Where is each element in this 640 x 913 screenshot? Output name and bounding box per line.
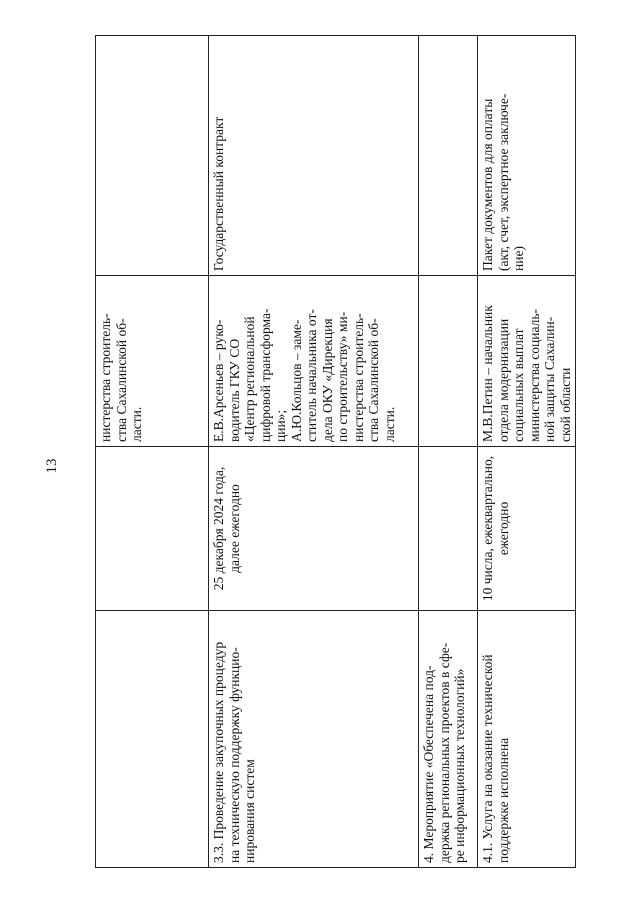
table-row — [209, 36, 419, 868]
responsible-cell: нистерства строитель- ства Сахалинской об- ласти. — [96, 276, 209, 447]
activity-cell: 4.1. Услуга на оказание технической поддержке исполнена — [478, 611, 576, 868]
responsible-cell: Е.В.Арсеньев – руко- водитель ГКУ СО «Центр региональной цифровой трансформа- ции»; А.Ю.Кольцов – заме- ститель начальника от- дела ОКУ «Дирекция по строительству» ми- нистерства строитель- ства Сахалинской об- ласти. — [209, 276, 419, 447]
activity-cell — [96, 611, 209, 868]
deadline-cell — [96, 447, 209, 611]
result-cell — [419, 36, 478, 276]
table-row — [96, 36, 209, 868]
deadline-cell — [419, 447, 478, 611]
result-cell — [96, 36, 209, 276]
deadline-cell: 25 декабря 2024 года, далее ежегодно — [209, 447, 419, 611]
page-number: 13 — [44, 458, 60, 474]
responsible-cell: М.В.Петин – начальник отдела модернизации социальных выплат министерства социаль- ной защиты Сахалин- ской области — [478, 276, 576, 447]
result-cell: Государственный контракт — [209, 36, 419, 276]
rotated-table-container — [95, 36, 575, 868]
responsible-cell — [419, 276, 478, 447]
result-cell: Пакет документов для оплаты (акт, счет, экспертное заключе- ние) — [478, 36, 576, 276]
activity-cell: 3.3. Проведение закупочных процедур на техническую поддержку функцио- нирования систем — [209, 611, 419, 868]
deadline-cell: 10 числа, ежеквартально, ежегодно — [478, 447, 576, 611]
table-row — [478, 36, 576, 868]
activity-cell: 4. Мероприятие «Обеспечена под- держка региональных проектов в сфе- ре информационных технологий» — [419, 611, 478, 868]
activity-table — [95, 35, 576, 868]
table-row — [419, 36, 478, 868]
